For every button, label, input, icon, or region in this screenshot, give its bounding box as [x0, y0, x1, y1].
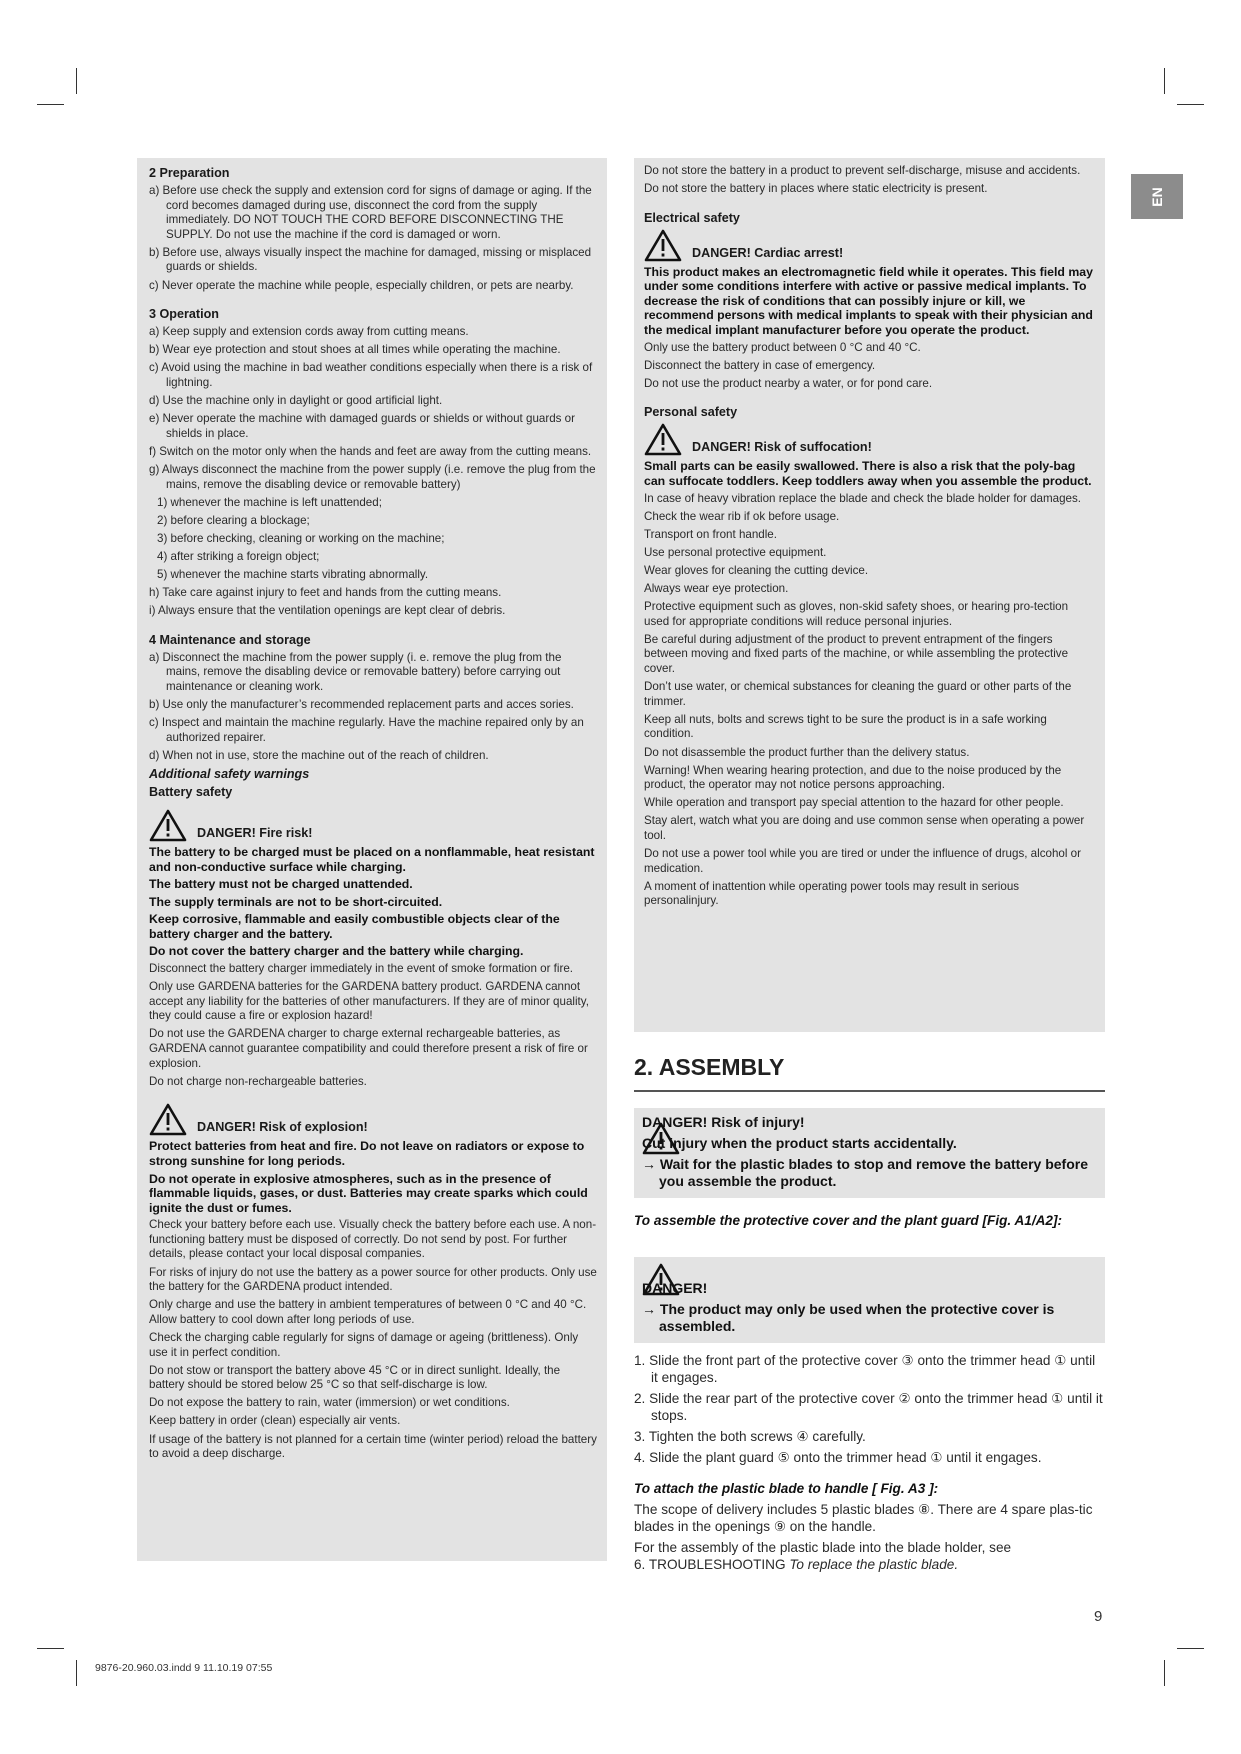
explosion-risk-label: DANGER! Risk of explosion!: [197, 1120, 368, 1135]
list-item: i) Always ensure that the ventilation openings are kept clear of debris.: [149, 604, 506, 618]
paragraph: Use personal protective equipment.: [644, 545, 827, 559]
crop-mark: [37, 104, 64, 105]
operation-heading: 3 Operation: [149, 307, 219, 322]
explosion-risk-warning: [149, 1103, 597, 1136]
paragraph: Keep all nuts, bolts and screws tight to be sure the product is in a safe working condition.: [644, 712, 1047, 741]
warning-text: The battery must not be charged unattended.: [149, 877, 413, 892]
paragraph: Do not use a power tool while you are tired or under the influence of drugs, alcohol or medication.: [644, 847, 1081, 875]
cardiac-arrest-label: DANGER! Cardiac arrest!: [692, 245, 844, 260]
warning-text: The supply terminals are not to be short-circuited.: [149, 894, 443, 909]
injury-instruction: → Wait for the plastic blades to stop and remove the battery before you assemble the product.: [642, 1156, 1089, 1189]
language-tab: [1131, 174, 1183, 219]
sub-list-item: 2) before clearing a blockage;: [157, 513, 310, 527]
fire-risk-label: DANGER! Fire risk!: [197, 825, 313, 840]
paragraph: Protective equipment such as gloves, non-skid safety shoes, or hearing pro-tection used for appropriate conditions will reduce personal injuries.: [644, 600, 1069, 628]
warning-triangle-icon: [149, 809, 187, 842]
list-item: e) Never operate the machine with damaged guards or shields or without guards or shields in place.: [149, 412, 575, 440]
step-item: 3. Tighten the both screws ④ carefully.: [634, 1429, 866, 1444]
list-item: c) Inspect and maintain the machine regularly. Have the machine repaired only by an authorized repairer.: [149, 716, 584, 744]
warning-triangle-icon: [644, 423, 682, 456]
left-safety-panel: [137, 158, 607, 1561]
cover-section: [634, 1212, 1105, 1233]
paragraph: Do not charge non-rechargeable batteries.: [149, 1074, 367, 1088]
print-footer: 9876-20.960.03.indd 9 11.10.19 07:55: [95, 1662, 273, 1674]
warning-text: The battery to be charged must be placed on a nonflammable, heat resistant and non-conductive surface while charging.: [149, 844, 595, 874]
paragraph: Check the wear rib if ok before usage.: [644, 509, 840, 523]
paragraph: If usage of the battery is not planned for a certain time (winter period) reload the battery to avoid a deep discharge.: [149, 1432, 597, 1461]
paragraph: Do not stow or transport the battery above 45 °C or in direct sunlight. Ideally, the battery should be stored below 25 °C so that self-discharge is low.: [149, 1363, 561, 1392]
list-item: h) Take care against injury to feet and hands from the cutting means.: [149, 586, 502, 600]
assembly-heading: 2. ASSEMBLY: [634, 1054, 785, 1080]
paragraph: Do not disassemble the product further than the delivery status.: [644, 745, 970, 759]
list-item: c) Never operate the machine while people, especially children, or pets are nearby.: [149, 278, 574, 292]
paragraph: Keep battery in order (clean) especially air vents.: [149, 1414, 401, 1428]
list-item: c) Avoid using the machine in bad weather conditions especially when there is a risk of lightning.: [149, 361, 593, 389]
list-item: a) Disconnect the machine from the power supply (i. e. remove the plug from the mains, remove the disabling device or removable battery) before carrying out maintenance or cleaning work.: [149, 650, 562, 693]
list-item: d) When not in use, store the machine out of the reach of children.: [149, 748, 489, 762]
paragraph: Transport on front handle.: [644, 527, 777, 541]
list-item: d) Use the machine only in daylight or good artificial light.: [149, 394, 443, 408]
list-item: a) Keep supply and extension cords away from cutting means.: [149, 325, 469, 339]
assembly-steps: [634, 1352, 1105, 1573]
sub-list-item: 5) whenever the machine starts vibrating abnormally.: [157, 567, 429, 581]
personal-safety-heading: Personal safety: [644, 405, 738, 420]
sub-list-item: 3) before checking, cleaning or working on the machine;: [157, 531, 445, 545]
paragraph: Only use the battery product between 0 °C and 40 °C.: [644, 340, 921, 354]
step-item: 2. Slide the rear part of the protective cover ② onto the trimmer head ① until it stops.: [634, 1391, 1103, 1423]
paragraph: Only charge and use the battery in ambient temperatures of between 0 °C and 40 °C. Allow battery to cool down after long periods of use.: [149, 1298, 587, 1326]
paragraph: In case of heavy vibration replace the blade and check the blade holder for damages.: [644, 491, 1081, 505]
warning-text: Do not operate in explosive atmospheres, such as in the presence of flammable liquids, gases, or dust. Batteries may create sparks which could ignite the dust or fumes.: [149, 1171, 588, 1215]
paragraph: Warning! When wearing hearing protection, and due to the noise produced by the product, the operator may not notice persons approaching.: [644, 763, 1062, 792]
warning-text: Do not cover the battery charger and the battery while charging.: [149, 944, 524, 959]
list-item: b) Before use, always visually inspect the machine for damaged, missing or misplaced guards or shields.: [149, 245, 592, 274]
crop-mark: [76, 1660, 77, 1686]
paragraph: [634, 1539, 1105, 1573]
paragraph: Only use GARDENA batteries for the GARDENA battery product. GARDENA cannot accept any liability for the batteries of other manufacturers. If they are of minor quality, they could cause a fire or explosion hazard!: [149, 980, 589, 1023]
cover-heading: To assemble the protective cover and the plant guard [Fig. A1/A2]:: [634, 1213, 1063, 1228]
paragraph: Disconnect the battery charger immediately in the event of smoke formation or fire.: [149, 962, 574, 976]
cover-danger-instruction: → The product may only be used when the protective cover is assembled.: [642, 1301, 1055, 1334]
additional-warnings-heading: Additional safety warnings: [149, 766, 310, 781]
suffocation-warning: [644, 423, 1095, 456]
language-tab-label: EN: [1149, 186, 1165, 207]
paragraph: Stay alert, watch what you are doing and use common sense when operating a power tool.: [644, 814, 1085, 842]
sub-list-item: 4) after striking a foreign object;: [157, 549, 320, 563]
step-item: 4. Slide the plant guard ⑤ onto the trimmer head ① until it engages.: [634, 1450, 1042, 1465]
paragraph: While operation and transport pay special attention to the hazard for other people.: [644, 796, 1064, 810]
list-item: f) Switch on the motor only when the hands and feet are away from the cutting means.: [149, 444, 592, 458]
list-item: b) Wear eye protection and stout shoes at all times while operating the machine.: [149, 343, 561, 357]
crop-mark: [1177, 104, 1204, 105]
warning-triangle-icon: [644, 229, 682, 262]
assembly-divider: [634, 1090, 1105, 1092]
list-item: g) Always disconnect the machine from the power supply (i.e. remove the plug from the mains, remove the disabling device or removable battery): [149, 462, 596, 491]
suffocation-label: DANGER! Risk of suffocation!: [692, 440, 872, 455]
maintenance-heading: 4 Maintenance and storage: [149, 632, 311, 647]
crop-mark: [37, 1648, 64, 1649]
cardiac-arrest-warning: [644, 229, 1095, 262]
injury-danger-box: [634, 1108, 1105, 1198]
paragraph: Always wear eye protection.: [644, 582, 789, 596]
step-item: 1. Slide the front part of the protective cover ③ onto the trimmer head ① until it engages.: [634, 1353, 1096, 1385]
preparation-heading: 2 Preparation: [149, 166, 230, 180]
electrical-safety-heading: Electrical safety: [644, 210, 740, 225]
paragraph: A moment of inattention while operating power tools may result in serious personalinjury.: [644, 879, 1020, 908]
paragraph: Do not use the GARDENA charger to charge external rechargeable batteries, as GARDENA cannot guarantee compatibility and could therefore present a risk of fire or explosion.: [149, 1027, 588, 1070]
fire-risk-warning: [149, 809, 597, 842]
blade-heading: To attach the plastic blade to handle [ Fig. A3 ]:: [634, 1481, 939, 1496]
troubleshooting-ref-title: To replace the plastic blade.: [789, 1557, 959, 1572]
list-item: b) Use only the manufacturer’s recommended replacement parts and acces sories.: [149, 698, 574, 712]
warning-triangle-icon: [149, 1103, 187, 1136]
crop-mark: [1164, 68, 1165, 94]
paragraph: Wear gloves for cleaning the cutting device.: [644, 564, 869, 577]
blade-text: For the assembly of the plastic blade into the blade holder, see: [634, 1540, 1012, 1555]
paragraph: Do not use the product nearby a water, or for pond care.: [644, 376, 933, 390]
paragraph: Be careful during adjustment of the product to prevent entrapment of the fingers between moving and fixed parts of the machine, or while assembling the protective cover.: [644, 632, 1069, 676]
cover-danger-label: DANGER!: [642, 1280, 708, 1296]
paragraph: Check the charging cable regularly for signs of damage or ageing (brittleness). Only use it in perfect condition.: [149, 1330, 579, 1359]
crop-mark: [1177, 1648, 1204, 1649]
warning-text: This product makes an electromagnetic field while it operates. This field may under some conditions interfere with active or passive medical implants. To decrease the risk of conditions that can possibly injure or kill, we recommend persons with medical implants to speak with their physician and the medical implant manufacturer before you operate the product.: [644, 264, 1093, 338]
cover-danger-box: [634, 1257, 1105, 1343]
warning-text: Protect batteries from heat and fire. Do not leave on radiators or expose to strong sunshine for long periods.: [149, 1139, 585, 1168]
paragraph: For risks of injury do not use the battery as a power source for other products. Only use the battery for the GARDENA product intended.: [149, 1265, 597, 1294]
battery-safety-heading: Battery safety: [149, 784, 233, 799]
paragraph: Do not expose the battery to rain, water (immersion) or wet conditions.: [149, 1396, 510, 1410]
injury-label: DANGER! Risk of injury!: [642, 1114, 805, 1130]
right-safety-panel: [634, 158, 1105, 1032]
paragraph: Disconnect the battery in case of emergency.: [644, 358, 876, 372]
injury-text: Cut injury when the product starts accidentally.: [642, 1135, 957, 1151]
paragraph: Don’t use water, or chemical substances for cleaning the guard or other parts of the trimmer.: [644, 680, 1072, 708]
troubleshooting-ref: 6. TROUBLESHOOTING: [634, 1557, 790, 1572]
paragraph: The scope of delivery includes 5 plastic blades ⑧. There are 4 spare plas-tic blades in the openings ⑨ on the handle.: [634, 1502, 1093, 1534]
paragraph: Do not store the battery in places where static electricity is present.: [644, 182, 988, 196]
paragraph: Check your battery before each use. Visually check the battery before each use. A non-functioning battery must be disposed of correctly. Do not send by post. For further details, please contact your local disposal companies.: [149, 1218, 597, 1261]
sub-list-item: 1) whenever the machine is left unattended;: [157, 495, 382, 509]
crop-mark: [76, 68, 77, 94]
warning-text: Small parts can be easily swallowed. There is also a risk that the poly-bag can suffocate toddlers. Keep toddlers away when you assemble the product.: [644, 459, 1092, 489]
crop-mark: [1164, 1660, 1165, 1686]
warning-text: Keep corrosive, flammable and easily combustible objects clear of the battery charger and the battery.: [149, 912, 560, 941]
list-item: a) Before use check the supply and extension cord for signs of damage or aging. If the cord becomes damaged during use, disconnect the cord from the supply immediately. DO NOT TOUCH THE CORD BEFORE DISCONNECTING THE SUPPLY. Do not use the machine if the cord is damaged or worn.: [149, 184, 592, 241]
page-number: 9: [1094, 1608, 1103, 1625]
paragraph: Do not store the battery in a product to prevent self-discharge, misuse and accidents.: [644, 164, 1081, 177]
